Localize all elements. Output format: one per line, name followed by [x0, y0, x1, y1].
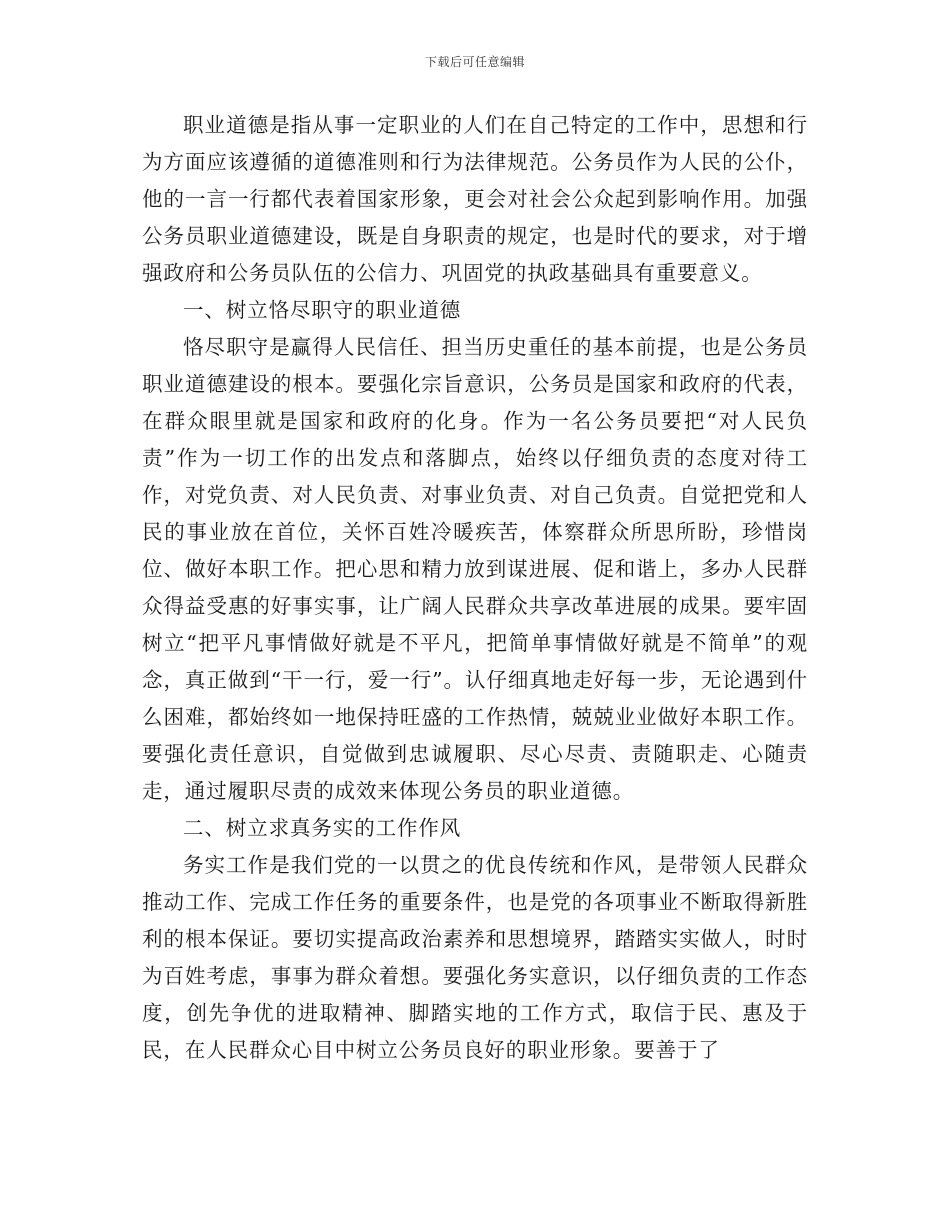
section-1-paragraph: 恪尽职守是赢得人民信任、担当历史重任的基本前提，也是公务员职业道德建设的根本。要强化宗旨意识，公务员是国家和政府的代表，在群众眼里就是国家和政府的化身。作为一名公务员要把“对人民负责”作为一切工作的出发点和落脚点，始终以仔细负责的态度对待工作，对党负责、对人民负责、对事业负责、对自己负责。自觉把党和人民的事业放在首位，关怀百姓冷暖疾苦，体察群众所思所盼，珍惜岗位、做好本职工作。把心思和精力放到谋进展、促和谐上，多办人民群众得益受惠的好事实事，让广阔人民群众共享改革进展的成果。要牢固树立“把平凡事情做好就是不平凡，把简单事情做好就是不简单”的观念，真正做到“干一行，爱一行”。认仔细真地走好每一步，无论遇到什么困难，都始终如一地保持旺盛的工作热情，兢兢业业做好本职工作。要强化责任意识，自觉做到忠诚履职、尽心尽责、责随职走、心随责走，通过履职尽责的成效来体现公务员的职业道德。 — [142, 335, 808, 803]
section-heading-2: 二、树立求真务实的工作作风 — [183, 816, 462, 840]
section-2-paragraph: 务实工作是我们党的一以贯之的优良传统和作风，是带领人民群众推动工作、完成工作任务的重要条件，也是党的各项事业不断取得新胜利的根本保证。要切实提高政治素养和思想境界，踏踏实实做人，时时为百姓考虑，事事为群众着想。要强化务实意识，以仔细负责的工作态度，创先争优的进取精神、脚踏实地的工作方式，取信于民、惠及于民，在人民群众心目中树立公务员良好的职业形象。要善于了 — [142, 853, 808, 1062]
document-body — [142, 107, 808, 1069]
section-heading-1: 一、树立恪尽职守的职业道德 — [183, 298, 462, 322]
intro-paragraph: 职业道德是指从事一定职业的人们在自己特定的工作中，思想和行为方面应该遵循的道德准则和行为法律规范。公务员作为人民的公仆，他的一言一行都代表着国家形象，更会对社会公众起到影响作用。加强公务员职业道德建设，既是自身职责的规定，也是时代的要求，对于增强政府和公务员队伍的公信力、巩固党的执政基础具有重要意义。 — [142, 113, 808, 285]
page-header: 下载后可任意编辑 — [424, 55, 525, 69]
